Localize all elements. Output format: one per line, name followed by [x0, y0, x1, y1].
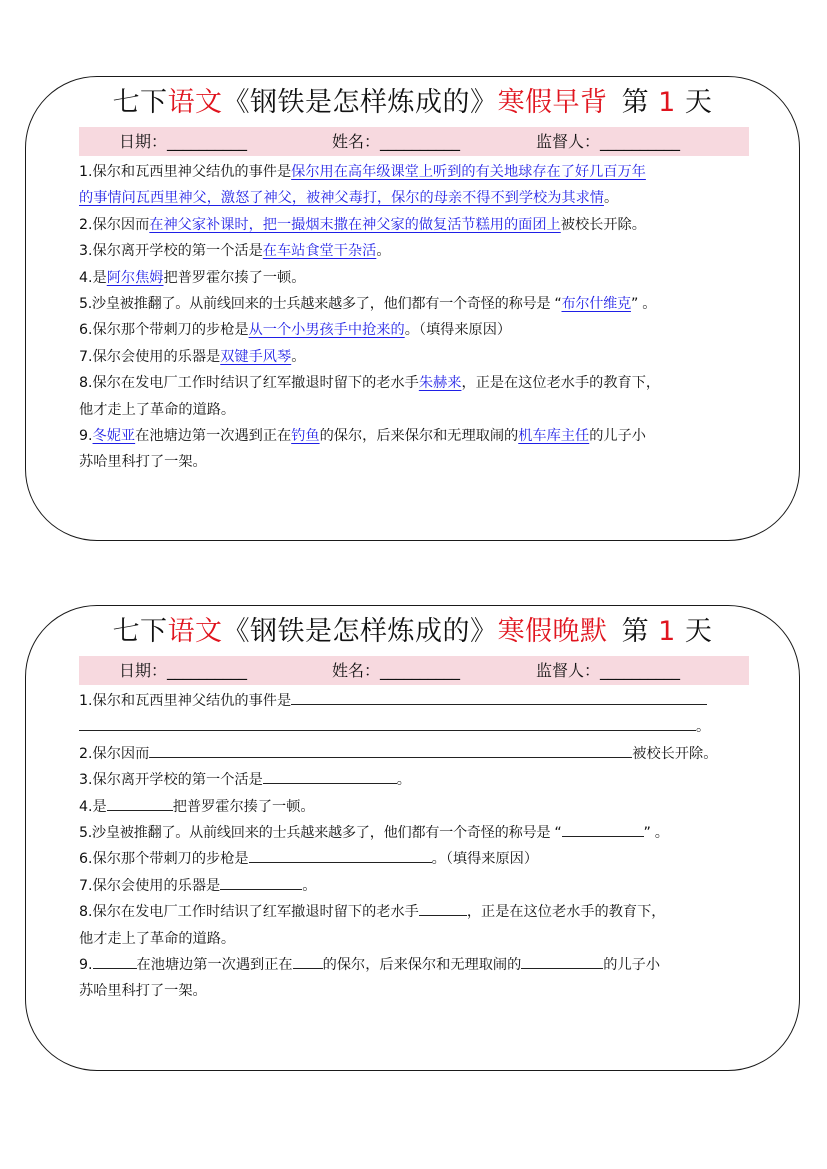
question-2 — [79, 741, 751, 767]
question-text: 8.保尔在发电厂工作时结识了红军撤退时留下的老水手 — [79, 904, 419, 921]
question-text: 4.是 — [79, 269, 107, 286]
question-text: 1.保尔和瓦西里神父结仇的事件是 — [79, 693, 292, 709]
question-text: 他才走上了革命的道路。 — [79, 930, 236, 947]
question-8-cont — [79, 397, 751, 423]
name-label: 姓名： — [332, 661, 381, 680]
name-field[interactable] — [332, 656, 460, 685]
question-text: 的儿子小 — [603, 956, 661, 973]
question-text: 。（填得来原因） — [431, 851, 539, 868]
title-day-prefix: 第 — [621, 87, 659, 118]
question-5 — [79, 291, 751, 317]
question-text: 5.沙皇被推翻了。从前线回来的士兵越来越多了，他们都有一个奇怪的称号是 “ — [79, 295, 562, 312]
question-list — [79, 688, 751, 1005]
question-text: ，正是在这位老水手的教育下， — [461, 375, 661, 392]
question-text: 的保尔，后来保尔和无理取闹的 — [322, 956, 522, 973]
supervisor-field[interactable] — [536, 127, 680, 156]
question-7 — [79, 344, 751, 370]
question-text: 被校长开除。 — [560, 216, 646, 233]
answer-blank[interactable] — [93, 952, 137, 969]
date-field[interactable] — [119, 656, 247, 685]
question-text: ，正是在这位老水手的教育下， — [466, 904, 666, 921]
answer-text: 在神父家补课时，把一撮烟末撒在神父家的做复活节糕用的面团上 — [149, 216, 561, 233]
answer-blank[interactable] — [220, 873, 302, 890]
question-text: 他才走上了革命的道路。 — [79, 401, 236, 418]
answer-blank[interactable] — [79, 714, 696, 731]
answer-blank[interactable] — [291, 688, 707, 705]
question-text: 8.保尔在发电厂工作时结识了红军撤退时留下的老水手 — [79, 375, 419, 392]
supervisor-label: 监督人： — [536, 132, 601, 151]
question-9-cont — [79, 978, 751, 1004]
title-type: 寒假早背 — [497, 87, 608, 118]
title-day-number: 1 — [658, 87, 676, 118]
supervisor-label: 监督人： — [536, 661, 601, 680]
question-text: 在池塘边第一次遇到正在 — [136, 956, 293, 973]
title-grade: 七下 — [112, 87, 168, 118]
question-text: 把普罗霍尔揍了一顿。 — [163, 269, 306, 286]
title-subject: 语文 — [167, 616, 223, 647]
question-text: 6.保尔那个带刺刀的步枪是 — [79, 322, 249, 339]
question-1-cont — [79, 185, 751, 211]
question-text: 7.保尔会使用的乐器是 — [79, 877, 221, 894]
evening-dictation-card — [25, 605, 800, 1071]
card-title — [26, 85, 799, 121]
title-day-suffix: 天 — [675, 87, 713, 118]
answer-text: 朱赫来 — [418, 375, 462, 392]
question-text: ” 。 — [630, 295, 657, 312]
title-day-suffix: 天 — [675, 616, 713, 647]
answer-text: 保尔用在高年级课堂上听到的有关地球存在了好几百万年 — [291, 164, 646, 180]
question-9 — [79, 952, 751, 978]
date-label: 日期： — [119, 132, 168, 151]
question-text: 6.保尔那个带刺刀的步枪是 — [79, 851, 249, 868]
card-title — [26, 614, 799, 650]
answer-text: 从一个小男孩手中抢来的 — [248, 322, 405, 339]
info-bar — [79, 127, 749, 156]
answer-text: 冬妮亚 — [92, 427, 136, 444]
question-8 — [79, 370, 751, 396]
supervisor-blank[interactable]: __________ — [600, 132, 681, 151]
question-text: 。（填得来原因） — [404, 322, 512, 339]
question-text: 。 — [376, 243, 391, 260]
question-9-cont — [79, 449, 751, 475]
title-subject: 语文 — [167, 87, 223, 118]
question-text: 9. — [79, 956, 93, 973]
answer-blank[interactable] — [249, 846, 432, 863]
question-4 — [79, 794, 751, 820]
question-text: 把普罗霍尔揍了一顿。 — [172, 798, 315, 815]
question-5 — [79, 820, 751, 846]
supervisor-field[interactable] — [536, 656, 680, 685]
question-1 — [79, 159, 751, 185]
question-4 — [79, 265, 751, 291]
question-text: ” 。 — [643, 824, 669, 841]
title-grade: 七下 — [112, 616, 168, 647]
date-blank[interactable]: __________ — [167, 132, 248, 151]
answer-blank[interactable] — [107, 794, 173, 811]
question-text: 苏哈里科打了一架。 — [79, 454, 207, 471]
question-text: 4.是 — [79, 798, 107, 815]
question-text: 2.保尔因而 — [79, 745, 150, 762]
question-list — [79, 159, 751, 476]
supervisor-blank[interactable]: __________ — [600, 661, 681, 680]
question-2 — [79, 212, 751, 238]
title-book: 《钢铁是怎样炼成的》 — [222, 616, 498, 647]
question-text: 。 — [291, 348, 306, 365]
title-book: 《钢铁是怎样炼成的》 — [222, 87, 498, 118]
question-3 — [79, 238, 751, 264]
answer-text: 阿尔焦姆 — [106, 269, 164, 286]
question-text: 3.保尔离开学校的第一个活是 — [79, 243, 263, 260]
date-field[interactable] — [119, 127, 247, 156]
answer-text: 的事情问瓦西里神父，激怒了神父，被神父毒打，保尔的母亲不得不到学校为其求情 — [79, 190, 604, 207]
question-7 — [79, 873, 751, 899]
question-text: 2.保尔因而 — [79, 216, 150, 233]
question-text: 被校长开除。 — [632, 745, 718, 762]
question-1 — [79, 688, 751, 714]
question-text: 1.保尔和瓦西里神父结仇的事件是 — [79, 164, 292, 180]
answer-text: 双键手风琴 — [220, 348, 292, 365]
answer-blank[interactable] — [562, 820, 644, 837]
question-text: 9. — [79, 427, 93, 444]
question-3 — [79, 767, 751, 793]
answer-blank[interactable] — [149, 741, 632, 758]
question-1-cont — [79, 714, 751, 740]
info-bar — [79, 656, 749, 685]
answer-blank[interactable] — [419, 899, 467, 916]
answer-text: 钓鱼 — [291, 427, 320, 444]
question-text: 苏哈里科打了一架。 — [79, 983, 207, 1000]
question-text: 。 — [603, 190, 619, 207]
question-text: 。 — [396, 772, 411, 789]
name-field[interactable] — [332, 127, 460, 156]
answer-blank[interactable] — [293, 952, 323, 969]
title-day-prefix: 第 — [621, 616, 659, 647]
question-text: 的儿子小 — [589, 427, 646, 444]
title-day-number: 1 — [658, 616, 676, 647]
name-blank[interactable]: __________ — [380, 661, 461, 680]
question-text: 。 — [302, 877, 317, 894]
date-label: 日期： — [119, 661, 168, 680]
question-8 — [79, 899, 751, 925]
title-type: 寒假晚默 — [497, 616, 608, 647]
answer-text: 在车站食堂干杂活 — [262, 243, 377, 260]
question-text: 在池塘边第一次遇到正在 — [135, 427, 292, 444]
question-6 — [79, 317, 751, 343]
date-blank[interactable]: __________ — [167, 661, 248, 680]
question-6 — [79, 846, 751, 872]
answer-blank[interactable] — [263, 767, 397, 784]
morning-recitation-card — [25, 76, 800, 541]
name-blank[interactable]: __________ — [380, 132, 461, 151]
name-label: 姓名： — [332, 132, 381, 151]
question-text: 。 — [696, 719, 711, 736]
question-9 — [79, 423, 751, 449]
question-text: 3.保尔离开学校的第一个活是 — [79, 772, 263, 789]
answer-blank[interactable] — [521, 952, 603, 969]
question-text: 7.保尔会使用的乐器是 — [79, 348, 221, 365]
question-text: 5.沙皇被推翻了。从前线回来的士兵越来越多了，他们都有一个奇怪的称号是 “ — [79, 824, 562, 841]
question-text: 的保尔，后来保尔和无理取闹的 — [319, 427, 519, 444]
answer-text: 布尔什维克 — [561, 295, 631, 312]
question-8-cont — [79, 926, 751, 952]
answer-text: 机车库主任 — [518, 427, 590, 444]
